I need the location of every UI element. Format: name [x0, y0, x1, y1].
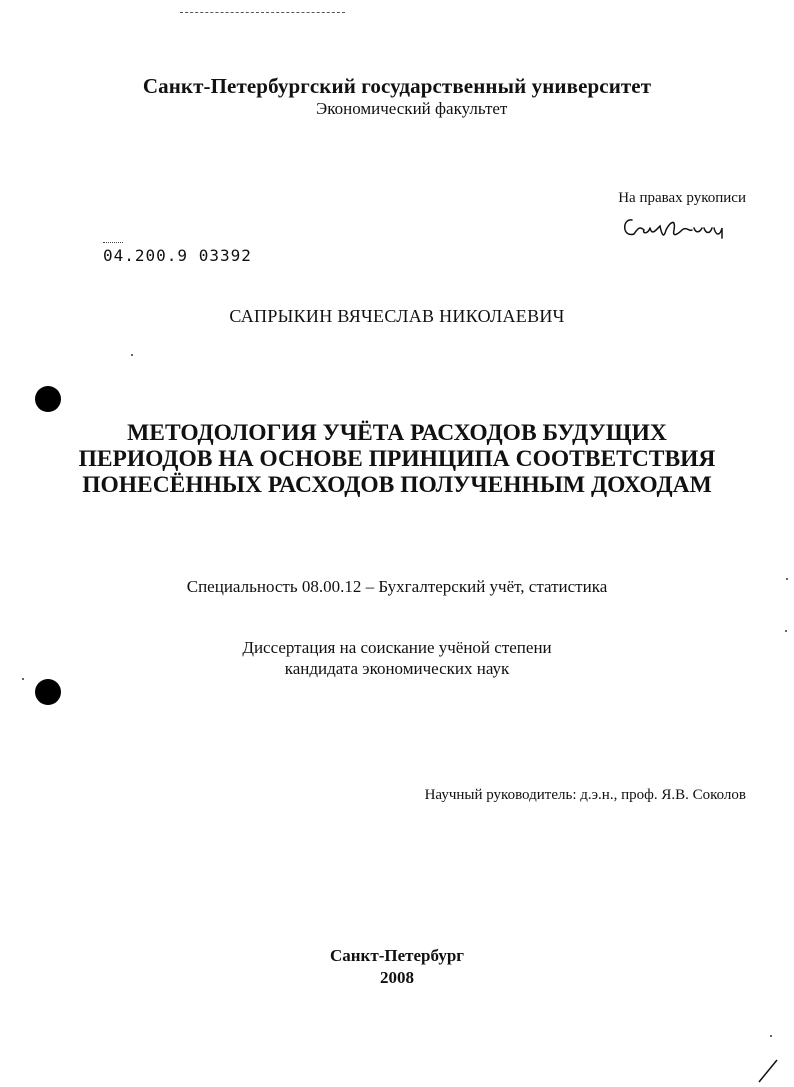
city: Санкт-Петербург [329, 946, 465, 965]
rights-note: На правах рукописи [618, 190, 746, 206]
dissertation-degree [0, 637, 794, 679]
dissertation-title [0, 420, 794, 498]
scan-artifact-line [180, 12, 345, 13]
specialty: Специальность 08.00.12 – Бухгалтерский учёт, статистика [186, 577, 608, 596]
scan-speck [22, 678, 24, 680]
scan-speck [785, 630, 787, 632]
year: 2008 [380, 968, 414, 987]
university-name: Санкт-Петербургский государственный университет [142, 74, 652, 98]
scan-speck [786, 578, 788, 580]
signature-handwritten [620, 208, 730, 242]
punch-hole-bottom [35, 679, 61, 705]
faculty-name: Экономический факультет [316, 99, 508, 118]
degree-line-2: кандидата экономических наук [284, 659, 510, 678]
supervisor: Научный руководитель: д.э.н., проф. Я.В. Соколов [424, 787, 746, 803]
title-line-2: ПЕРИОДОВ НА ОСНОВЕ ПРИНЦИПА СООТВЕТСТВИЯ [78, 446, 716, 472]
scan-speck [131, 354, 133, 356]
punch-hole-top [35, 386, 61, 412]
code-marking [103, 242, 123, 245]
degree-line-1: Диссертация на соискание учёной степени [242, 638, 552, 657]
library-code: 04.200.9 03392 [103, 246, 252, 265]
title-line-1: МЕТОДОЛОГИЯ УЧЁТА РАСХОДОВ БУДУЩИХ [127, 420, 667, 446]
scan-speck [770, 1035, 772, 1037]
title-line-3: ПОНЕСЁННЫХ РАСХОДОВ ПОЛУЧЕННЫМ ДОХОДАМ [82, 472, 712, 498]
scan-artifact-slash [755, 1058, 779, 1084]
author-name: САПРЫКИН ВЯЧЕСЛАВ НИКОЛАЕВИЧ [229, 306, 565, 326]
